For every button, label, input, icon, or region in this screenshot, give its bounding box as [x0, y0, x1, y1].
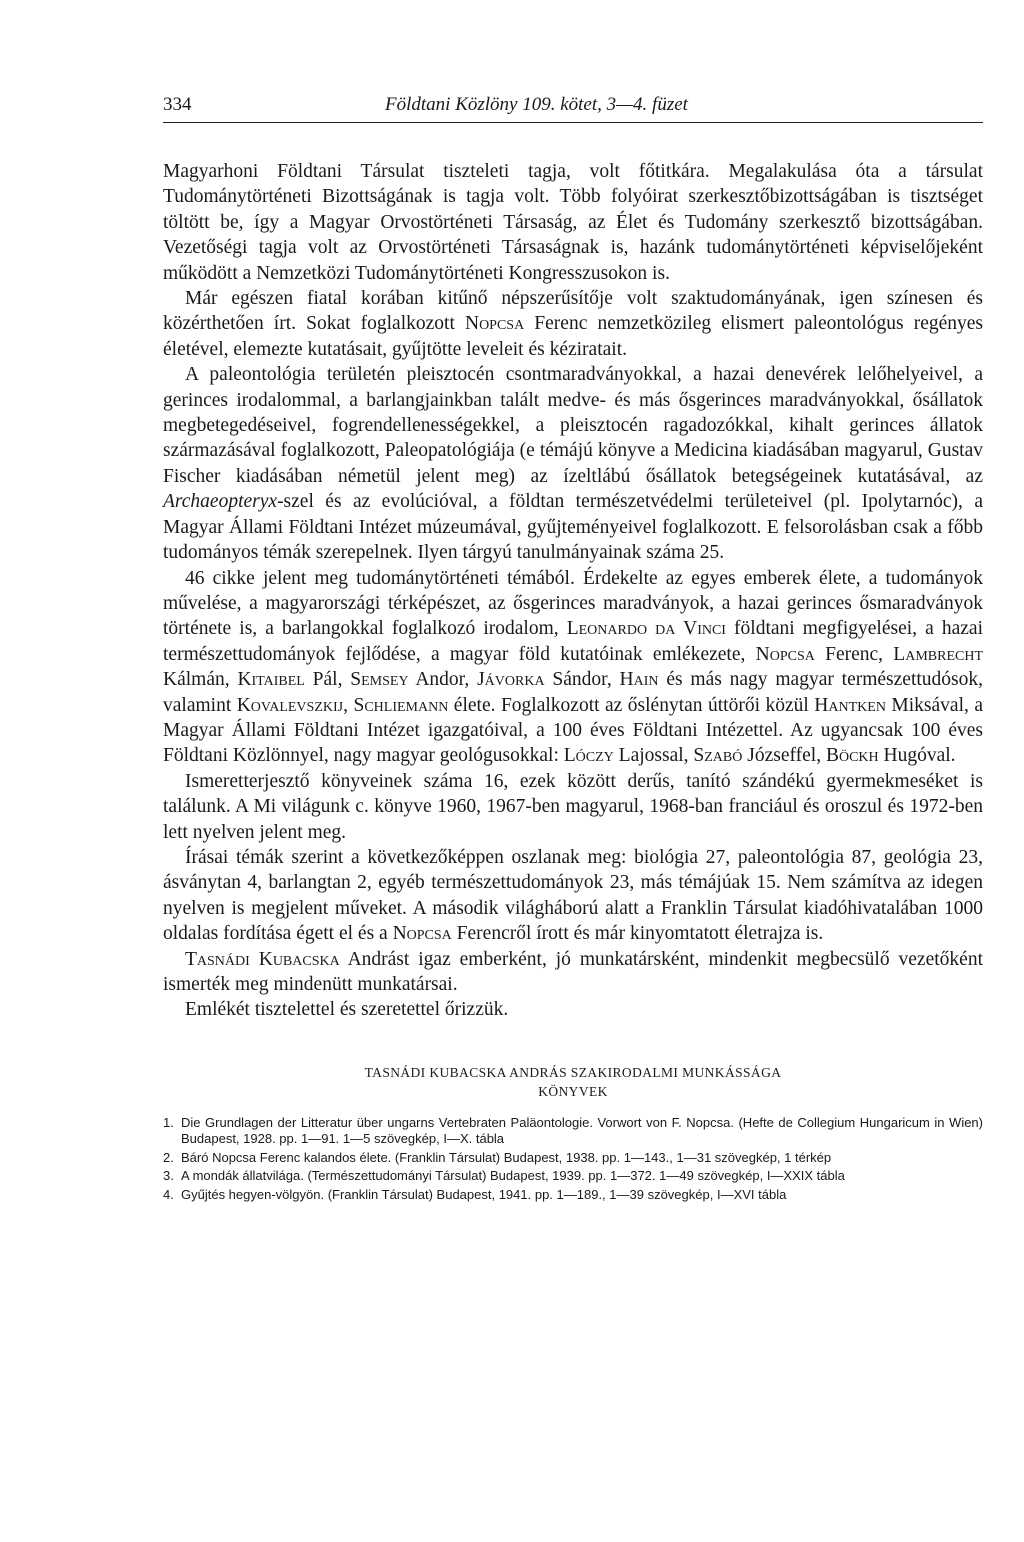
person-name: Leonardo da Vinci	[566, 618, 726, 640]
body-paragraph	[163, 362, 983, 565]
paragraph-text: és más nagy magyar természettudósok, valamint	[163, 669, 983, 716]
paragraph-text: Írásai témák szerint a következőképpen oszlanak meg: biológia 27, paleontológia 87, geológia 23, ásványtan 4, barlangtan 2, egyéb természettudományok 23, más témájúak 15. Nem számítva az idegen nyelven is megjelent műveket. A második világháború alatt a Franklin Társulat kiadóhivatalában 1000 oldalas fordítása égett el és a	[163, 846, 983, 945]
journal-page	[163, 92, 983, 1205]
person-name: Hain	[619, 669, 659, 691]
person-name: Schliemann	[353, 694, 449, 716]
article-body	[163, 159, 983, 1023]
bibliography-entry	[163, 1115, 983, 1148]
paragraph-text: Ferenc nemzetközileg elismert paleontológus regényes életével, elemezte kutatásait, gyűjtötte leveleit és kéziratait.	[163, 313, 984, 360]
paragraph-text: Már egészen fiatal korában kitűnő népszerűsítője volt szaktudományának, igen színesen és közérthetően írt. Sokat foglalkozott	[163, 288, 983, 335]
paragraph-text: Magyarhoni Földtani Társulat tiszteleti tagja, volt főtitkára. Megalakulása óta a társulat Tudománytörténeti Bizottságának is tagja volt. Több folyóirat szerkesztőbizottságában is tisztséget töltött be, így a Magyar Orvostörténeti Társaság, az Élet és Tudomány szerkesztő bizottságában. Vezetőségi tagja volt az Orvostörténeti Társaságnak is, hazánk tudománytörténeti képviselőjeként működött a Nemzetközi Tudománytörténeti Kongresszusokon is.	[163, 161, 983, 284]
entry-number: 3.	[163, 1168, 174, 1184]
paragraph-text: 46 cikke jelent meg tudománytörténeti témából. Érdekelte az egyes emberek élete, a tudományok művelése, a magyarországi térképészet, az ősgerinces maradványok, a hazai gerinces ősmaradványok története is, a barlangokkal foglalkozó irodalom,	[163, 567, 983, 640]
entry-text: Die Grundlagen der Litteratur über ungarns Vertebraten Paläontologie. Vorwort von F. Nopcsa. (Hefte de Collegium Hungaricum in Wien) Budapest, 1928. pp. 1—91. 1—5 szövegkép, I—X. tábla	[181, 1114, 983, 1147]
paragraph-text: A paleontológia területén pleisztocén csontmaradványokkal, a hazai denevérek lelőhelyeivel, a gerinces irodalommal, a barlangjainkban talált medve- és más ősgerinces maradványokkal, ősállatok megbetegedéseivel, fogrendellenességekkel, a pleisztocén ragadozókkal, kihalt gerinces állatok származásával foglalkozott, Paleopatológiája (e témájú könyve a Medicina kiadásában magyarul, Gustav Fischer kiadásában németül jelent meg) az ízeltlábú ősállatok betegségeinek kutatásával, az	[163, 364, 983, 487]
entry-text: Báró Nopcsa Ferenc kalandos élete. (Franklin Társulat) Budapest, 1938. pp. 1—143., 1—31 szövegkép, 1 térkép	[181, 1149, 832, 1165]
paragraph-text: Hugóval.	[878, 745, 956, 767]
person-name: Nopcsa	[464, 313, 525, 335]
paragraph-text: Ferencről írott és már kinyomtatott életrajza is.	[451, 923, 824, 945]
journal-reference: Földtani Közlöny 109. kötet, 3—4. füzet	[385, 94, 688, 115]
person-name: Tasnádi Kubacska	[185, 948, 340, 970]
body-paragraph	[163, 566, 983, 769]
paragraph-text: Pál,	[304, 669, 351, 691]
paragraph-text: -szel és az evolúcióval, a földtan természetvédelmi területeivel (pl. Ipolytarnóc), a Magyar Állami Földtani Intézet múzeumával, gyűjteményeivel foglalkozott. E felsorolásban csak a főbb tudományos témák szerepelnek. Ilyen tárgyú tanulmányainak száma 25.	[163, 491, 983, 564]
paragraph-text: Emlékét tisztelettel és szeretettel őrizzük.	[185, 999, 509, 1021]
person-name: Kitaibel	[237, 669, 305, 691]
running-head	[163, 92, 983, 123]
entry-number: 2.	[163, 1149, 174, 1165]
paragraph-text: Lajossal,	[613, 745, 694, 767]
person-name: Kovalevszkij	[236, 694, 344, 716]
paragraph-text: földtani megfigyelései, a hazai természettudományok fejlődése, a magyar föld kutatóinak emlékezete,	[163, 618, 983, 665]
paragraph-text: Kálmán,	[163, 669, 238, 691]
person-name: Semsey	[350, 669, 409, 691]
bibliography-heading	[163, 1063, 983, 1101]
paragraph-text: Józseffel,	[742, 745, 826, 767]
body-paragraph	[163, 159, 983, 286]
entry-number: 4.	[163, 1186, 174, 1202]
person-name: Hantken	[814, 694, 886, 716]
paragraph-text: Andrást igaz emberként, jó munkatársként, mindenkit megbecsülő vezetőként ismerték meg mindenütt munkatársai.	[163, 948, 983, 995]
bibliography-entry	[163, 1187, 983, 1204]
bibliography-subtitle: KÖNYVEK	[538, 1083, 608, 1099]
paragraph-text: Sándor,	[544, 669, 620, 691]
person-name: Lóczy	[563, 745, 614, 767]
entry-text: Gyűjtés hegyen-völgyön. (Franklin Társulat) Budapest, 1941. pp. 1—189., 1—39 szövegkép, I—XVI tábla	[181, 1186, 787, 1202]
body-paragraph	[163, 286, 983, 362]
paragraph-text: Andor,	[408, 669, 478, 691]
entry-text: A mondák állatvilága. (Természettudományi Társulat) Budapest, 1939. pp. 1—372. 1—49 szövegkép, I—XXIX tábla	[181, 1168, 845, 1184]
paragraph-text: Ismeretterjesztő könyveinek száma 16, ezek között derűs, tanító szándékú gyermekmeséket is találunk. A Mi világunk c. könyve 1960, 1967-ben magyarul, 1968-ban franciául és oroszul és 1972-ben lett nyelven jelent meg.	[163, 770, 983, 843]
paragraph-text: Ferenc,	[814, 643, 894, 665]
entry-number: 1.	[163, 1114, 174, 1130]
paragraph-text: ,	[343, 694, 354, 716]
bibliography-entry	[163, 1168, 983, 1185]
person-name: Nopcsa	[755, 643, 815, 665]
person-name: Böckh	[825, 745, 879, 767]
italic-term: Archaeopteryx	[163, 491, 278, 513]
bibliography-list	[163, 1115, 983, 1204]
paragraph-text: Miksával, a Magyar Állami Földtani Intézet igazgatóival, a 100 éves Földtani Intézettel. Az ugyancsak 100 éves Földtani Közlönnyel, nagy magyar geológusokkal:	[163, 694, 984, 767]
body-paragraph	[163, 947, 983, 998]
body-paragraph	[163, 769, 983, 845]
person-name: Szabó	[693, 745, 743, 767]
person-name: Jávorka	[477, 669, 545, 691]
paragraph-text: élete. Foglalkozott az őslénytan úttörői közül	[448, 694, 815, 716]
bibliography-title: TASNÁDI KUBACSKA ANDRÁS SZAKIRODALMI MUNKÁSSÁGA	[364, 1064, 782, 1080]
page-number: 334	[163, 94, 192, 115]
bibliography-entry	[163, 1150, 983, 1167]
body-paragraph	[163, 845, 983, 947]
person-name: Nopcsa	[392, 923, 452, 945]
person-name: Lambrecht	[893, 643, 983, 665]
body-paragraph	[163, 997, 983, 1022]
